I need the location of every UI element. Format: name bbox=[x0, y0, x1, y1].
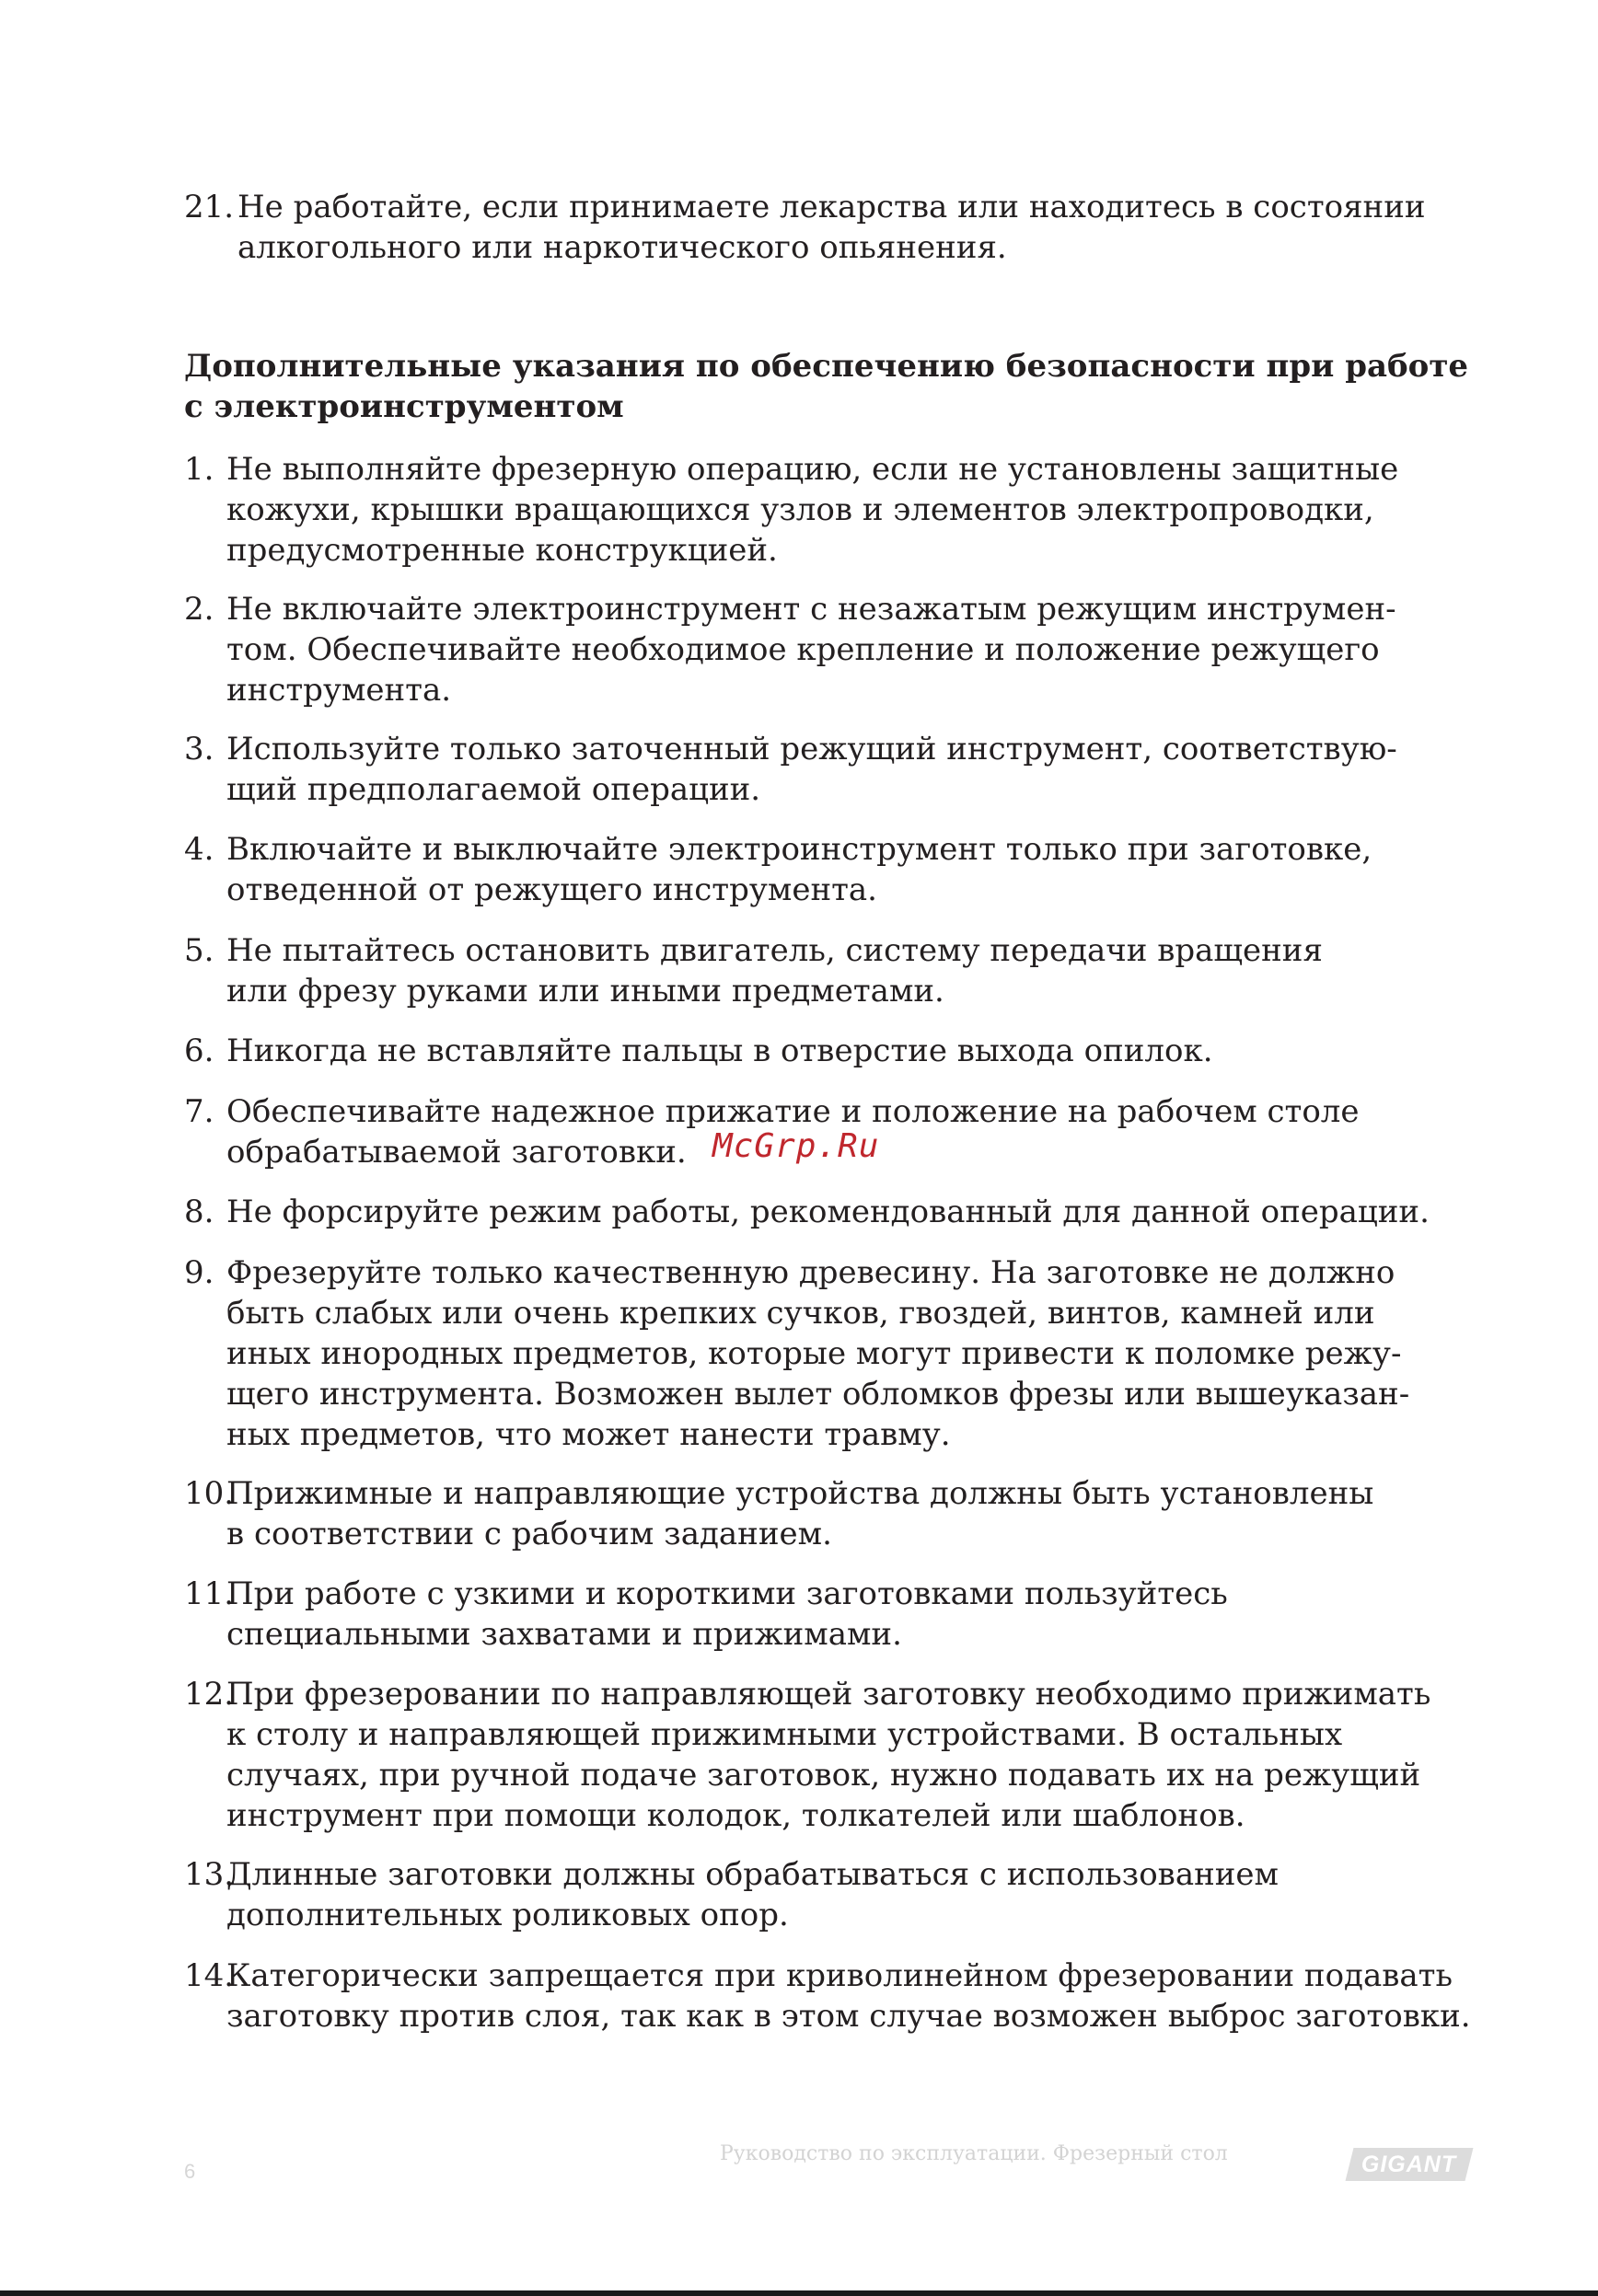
list-item-number: 6. bbox=[184, 1033, 214, 1069]
list-item bbox=[184, 589, 1491, 710]
list-item bbox=[184, 729, 1491, 810]
list-item bbox=[184, 1192, 1491, 1232]
list-item-text: Обеспечивайте надежное прижатие и положение на рабочем столе обрабатываемой заготовки. bbox=[226, 1093, 1360, 1171]
list-item-text: Никогда не вставляйте пальцы в отверстие выхода опилок. bbox=[226, 1033, 1213, 1069]
list-item-number: 12. bbox=[184, 1676, 235, 1713]
bottom-border bbox=[0, 2290, 1598, 2296]
list-item-text: При работе с узкими и короткими заготовками пользуйтесь специальными захватами и прижимами. bbox=[226, 1575, 1228, 1653]
list-item-number: 1. bbox=[184, 451, 214, 488]
list-item-number: 8. bbox=[184, 1194, 214, 1230]
list-item bbox=[184, 1574, 1491, 1655]
section-heading: Дополнительные указания по обеспечению безопасности при работе с электроинструментом bbox=[184, 348, 1469, 425]
list-item bbox=[184, 1473, 1491, 1554]
list-item-number: 21. bbox=[184, 189, 235, 225]
list-item-text: Категорически запрещается при криволинейном фрезеровании подавать заготовку против слоя, так как в этом случае возможен выброс заготовки. bbox=[226, 1957, 1471, 2035]
list-item-number: 7. bbox=[184, 1093, 214, 1130]
list-item bbox=[184, 1854, 1491, 1935]
list-item-number: 10. bbox=[184, 1475, 235, 1512]
list-item-number: 4. bbox=[184, 831, 214, 868]
list-item bbox=[184, 1031, 1491, 1071]
list-item-text: Не выполняйте фрезерную операцию, если не установлены защитные кожухи, крышки вращающихся узлов и элементов электропроводки, предусмотренные конструкцией. bbox=[226, 451, 1399, 569]
list-item bbox=[184, 449, 1491, 571]
footer-title: Руководство по эксплуатации. Фрезерный стол bbox=[720, 2142, 1228, 2165]
list-item-number: 2. bbox=[184, 591, 214, 628]
list-item-text: Не работайте, если принимаете лекарства или находитесь в состоянии алкогольного или наркотического опьянения. bbox=[237, 189, 1426, 266]
list-item-text: Используйте только заточенный режущий инструмент, соответствую- щий предполагаемой операции. bbox=[226, 731, 1397, 808]
brand-logo bbox=[1346, 2148, 1474, 2181]
list-item-number: 5. bbox=[184, 932, 214, 969]
list-item-number: 13. bbox=[184, 1856, 235, 1893]
list-item bbox=[184, 930, 1491, 1011]
list-item bbox=[184, 1674, 1491, 1836]
list-item bbox=[184, 1956, 1491, 2036]
list-item-number: 9. bbox=[184, 1254, 214, 1291]
page-number: 6 bbox=[184, 2160, 196, 2183]
watermark: McGrp.Ru bbox=[712, 1127, 880, 1165]
list-item-text: Не включайте электроинструмент с незажатым режущим инструмен- том. Обеспечивайте необходимое крепление и положение режущего инструмента. bbox=[226, 591, 1396, 709]
list-item-number: 3. bbox=[184, 731, 214, 767]
list-item-text: Включайте и выключайте электроинструмент только при заготовке, отведенной от режущего инструмента. bbox=[226, 831, 1372, 908]
list-item-text: Длинные заготовки должны обрабатываться с использованием дополнительных роликовых опор. bbox=[226, 1856, 1279, 1933]
list-item-text: При фрезеровании по направляющей заготовку необходимо прижимать к столу и направляющей прижимными устройствами. В остальных случаях, при ручной подаче заготовок, нужно подавать их на режущий инструмент при помощи колодок, толкателей или шаблонов. bbox=[226, 1676, 1431, 1834]
list-item bbox=[184, 1252, 1491, 1455]
list-item-text: Не форсируйте режим работы, рекомендованный для данной операции. bbox=[226, 1194, 1430, 1230]
brand-logo-text: GIGANT bbox=[1361, 2151, 1457, 2177]
list-item-number: 11. bbox=[184, 1575, 235, 1612]
list-item-number: 14. bbox=[184, 1957, 235, 1994]
list-item-text: Фрезеруйте только качественную древесину. На заготовке не должно быть слабых или очень крепких сучков, гвоздей, винтов, камней или иных инородных предметов, которые могут привести к поломке режу- щего инструмента. Возможен вылет обломков фрезы или вышеуказан- ных предметов, что может нанести травму. bbox=[226, 1254, 1410, 1453]
list-item-text: Прижимные и направляющие устройства должны быть установлены в соответствии с рабочим заданием. bbox=[226, 1475, 1374, 1552]
intro-list-item bbox=[184, 187, 1491, 268]
list-item bbox=[184, 829, 1491, 910]
list-item-text: Не пытайтесь остановить двигатель, систему передачи вращения или фрезу руками или иными предметами. bbox=[226, 932, 1323, 1010]
